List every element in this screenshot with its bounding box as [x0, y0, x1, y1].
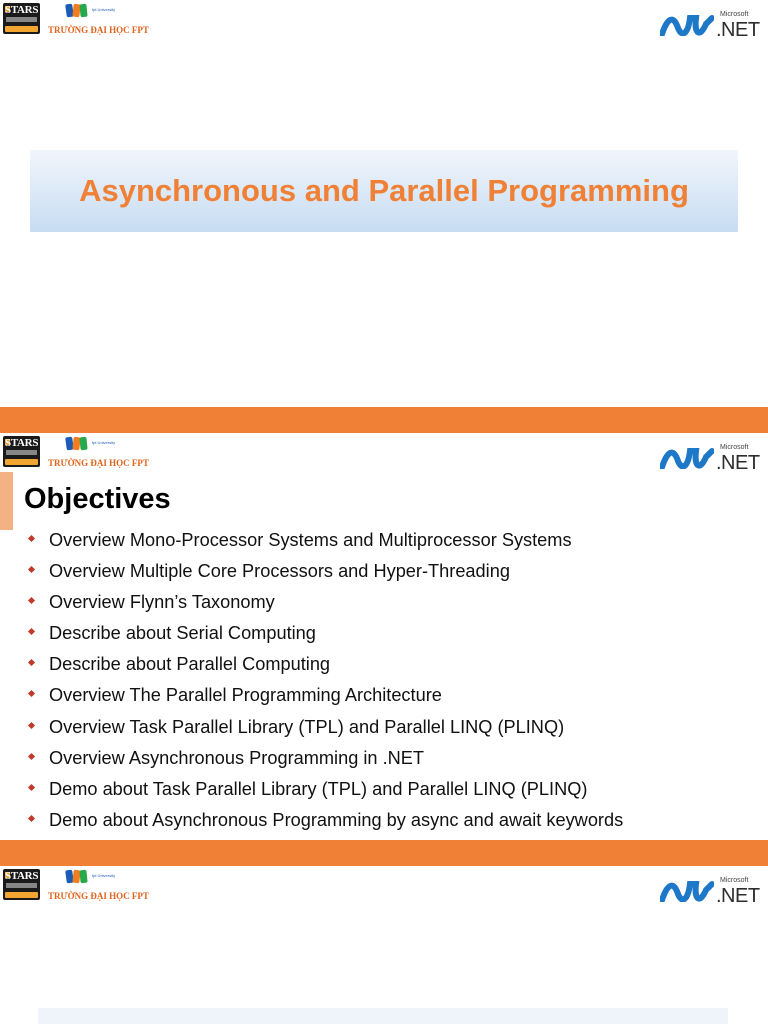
list-item: Describe about Parallel Computing	[28, 651, 623, 682]
slide-2	[0, 433, 768, 840]
objectives-heading: Objectives	[24, 483, 171, 515]
stars-logo: STARS	[3, 436, 40, 467]
dotnet-logo: Microsoft .NET	[660, 10, 762, 40]
school-name: TRƯỜNG ĐẠI HỌC FPT	[48, 25, 149, 35]
slide-footer-bar	[0, 840, 768, 866]
slide-1	[0, 0, 768, 407]
list-item: Demo about Asynchronous Programming by async and await keywords	[28, 807, 623, 838]
fpt-logo: fpt University	[66, 434, 126, 456]
list-item: Overview Flynn’s Taxonomy	[28, 589, 623, 620]
list-item: Describe about Serial Computing	[28, 620, 623, 651]
list-item: Overview Mono-Processor Systems and Multiprocessor Systems	[28, 527, 623, 558]
dotnet-logo: Microsoft .NET	[660, 443, 762, 473]
dotnet-logo: Microsoft .NET	[660, 876, 762, 906]
title-band	[30, 150, 738, 232]
slide-3	[0, 866, 768, 1024]
stars-logo: STARS	[3, 3, 40, 34]
heading-accent	[0, 472, 13, 530]
dotnet-wave-icon	[660, 14, 714, 36]
list-item: Overview The Parallel Programming Architecture	[28, 682, 623, 713]
objectives-list	[28, 527, 623, 838]
list-item: Overview Multiple Core Processors and Hyper-Threading	[28, 558, 623, 589]
school-name: TRƯỜNG ĐẠI HỌC FPT	[48, 458, 149, 468]
dotnet-wave-icon	[660, 447, 714, 469]
list-item: Overview Task Parallel Library (TPL) and Parallel LINQ (PLINQ)	[28, 714, 623, 745]
dotnet-wave-icon	[660, 880, 714, 902]
slide-title: Asynchronous and Parallel Programming	[79, 173, 689, 208]
list-item: Demo about Task Parallel Library (TPL) and Parallel LINQ (PLINQ)	[28, 776, 623, 807]
stars-logo: STARS	[3, 869, 40, 900]
fpt-logo: fpt University	[66, 1, 126, 23]
slide-divider	[0, 407, 768, 433]
fpt-logo: fpt University	[66, 867, 126, 889]
school-name: TRƯỜNG ĐẠI HỌC FPT	[48, 891, 149, 901]
title-band	[38, 1008, 728, 1024]
list-item: Overview Asynchronous Programming in .NET	[28, 745, 623, 776]
